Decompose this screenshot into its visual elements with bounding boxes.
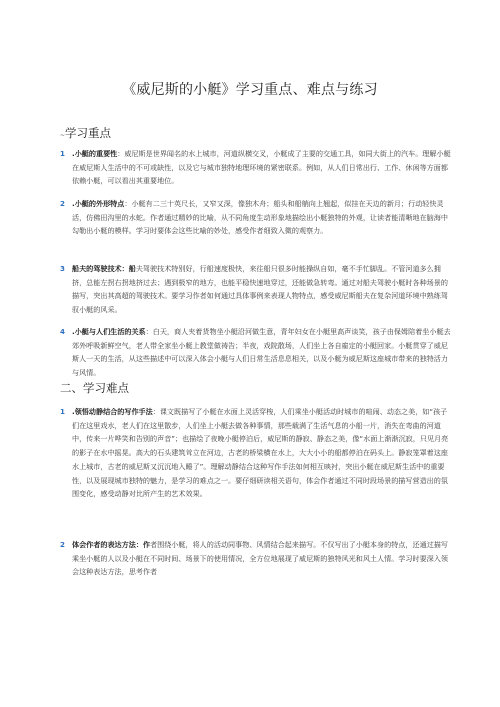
item-term: 体会作者的表达方法：作 <box>72 540 151 549</box>
difficulty-item <box>60 405 452 501</box>
heading-text: 学习重点 <box>65 126 112 140</box>
key-point-item <box>60 197 452 238</box>
item-number: 1 <box>60 149 65 158</box>
item-number: 2 <box>60 199 65 208</box>
key-point-item <box>60 147 452 188</box>
item-text: ：白天，商人夹着货物坐小艇沿河做生意，青年妇女在小艇里高声谈笑，孩子由保姆陪着坐小艇去郊外呼吸新鲜空气，老人带全家坐小艇上教堂做祷告；半夜，戏院散场，人们坐上各自雇定的小艇回家。小艇贯穿了威尼斯人一天的生活，从这些描述中可以深入体会小艇与人们日常生活息息相关，以及小艇为威尼斯这座城市带来的独特活力与风情。 <box>72 327 451 378</box>
heading-marker: ~ <box>60 132 66 139</box>
item-text: ：威尼斯是世界闻名的水上城市，河道纵横交叉，小艇成了主要的交通工具，如同大街上的汽车。理解小艇在威尼斯人生活中的不可或缺性，以及它与城市独特地理环境的紧密联系。例如，从人们日常出行、工作、休闲等方面都依赖小艇，可以看出其重要地位。 <box>72 149 451 186</box>
difficulty-item <box>60 538 452 579</box>
section-heading-difficulties: 二、学习难点 <box>60 381 129 395</box>
item-text: ：小艇有二三十英尺长，又窄又深，像独木舟；船头和船艄向上翘起，似挂在天边的新月；行动轻快灵活，仿佛田沟里的水蛇。作者通过精妙的比喻，从不同角度生动形象地描绘出小艇独特的外观，让读者能清晰地在脑海中勾勒出小艇的模样。学习时要体会这些比喻的妙处，感受作者细致入微的观察力。 <box>72 199 448 236</box>
item-number: 2 <box>60 540 65 549</box>
item-term: 船夫的驾驶技术：船 <box>72 264 136 273</box>
key-point-item <box>60 325 452 380</box>
item-number: 3 <box>60 264 65 273</box>
section-heading-key-points <box>60 125 111 141</box>
item-term: .领悟动静结合的写作手法 <box>72 407 153 416</box>
item-text: ：课文既描写了小艇在水面上灵活穿梭，人们乘坐小艇活动时城市的喧闹、动态之美，如“孩子们在这里戏水，老人们在这里散步，人们坐上小艇去做各种事情，那些载满了生活气息的小船一片，消失在弯曲的河道中，传来一片哗笑和告别的声音”；也描绘了夜晚小艇停泊后，威尼斯的静寂、静态之美，像“水面上渐渐沉寂，只见月亮的影子在水中摇晃。高大的石头建筑耸立在河边，古老的桥梁横在水上，大大小小的船都停泊在码头上。静寂笼罩着这座水上城市，古老的威尼斯又沉沉地入睡了”。理解动静结合这种写作手法如何相互映衬，突出小艇在威尼斯生活中的重要性，以及展现城市独特的魅力，是学习的难点之一。要仔细研读相关语句，体会作者通过不同时段场景的描写营造出的氛围变化，感受动静对比所产生的艺术效果。 <box>72 407 449 499</box>
item-number: 4 <box>60 327 65 336</box>
document-title: 《威尼斯的小艇》学习重点、难点与练习 <box>122 82 378 98</box>
item-text: 者围绕小艇，将人的活动同事物、风情结合起来描写。不仅写出了小艇本身的特点，还通过描写乘坐小艇的人以及小艇在不同时间、场景下的使用情况，全方位地展现了威尼斯的独特风光和风土人情。学习时要深入领会这种表达方法，思考作者 <box>72 540 448 577</box>
item-term: .小艇与人们生活的关系 <box>72 327 146 336</box>
item-term: .小艇的外形特点 <box>72 199 125 208</box>
key-point-item <box>60 262 452 317</box>
item-text: 夫驾驶技术特别好，行船速度极快，来往船只很多时能操纵自如，毫不手忙脚乱。不管河道多么拥挤，总能左拐右拐地挤过去；遇到极窄的地方，也能平稳快速地穿过，还能做急转弯。通过对船夫驾驶小艇时各种场景的描写，突出其高超的驾驶技术。要学习作者如何通过具体事例来表现人物特点，感受威尼斯船夫在复杂河道环境中熟练驾驭小艇的风采。 <box>72 264 448 315</box>
item-term: .小艇的重要性 <box>72 149 118 158</box>
item-number: 1 <box>60 407 65 416</box>
